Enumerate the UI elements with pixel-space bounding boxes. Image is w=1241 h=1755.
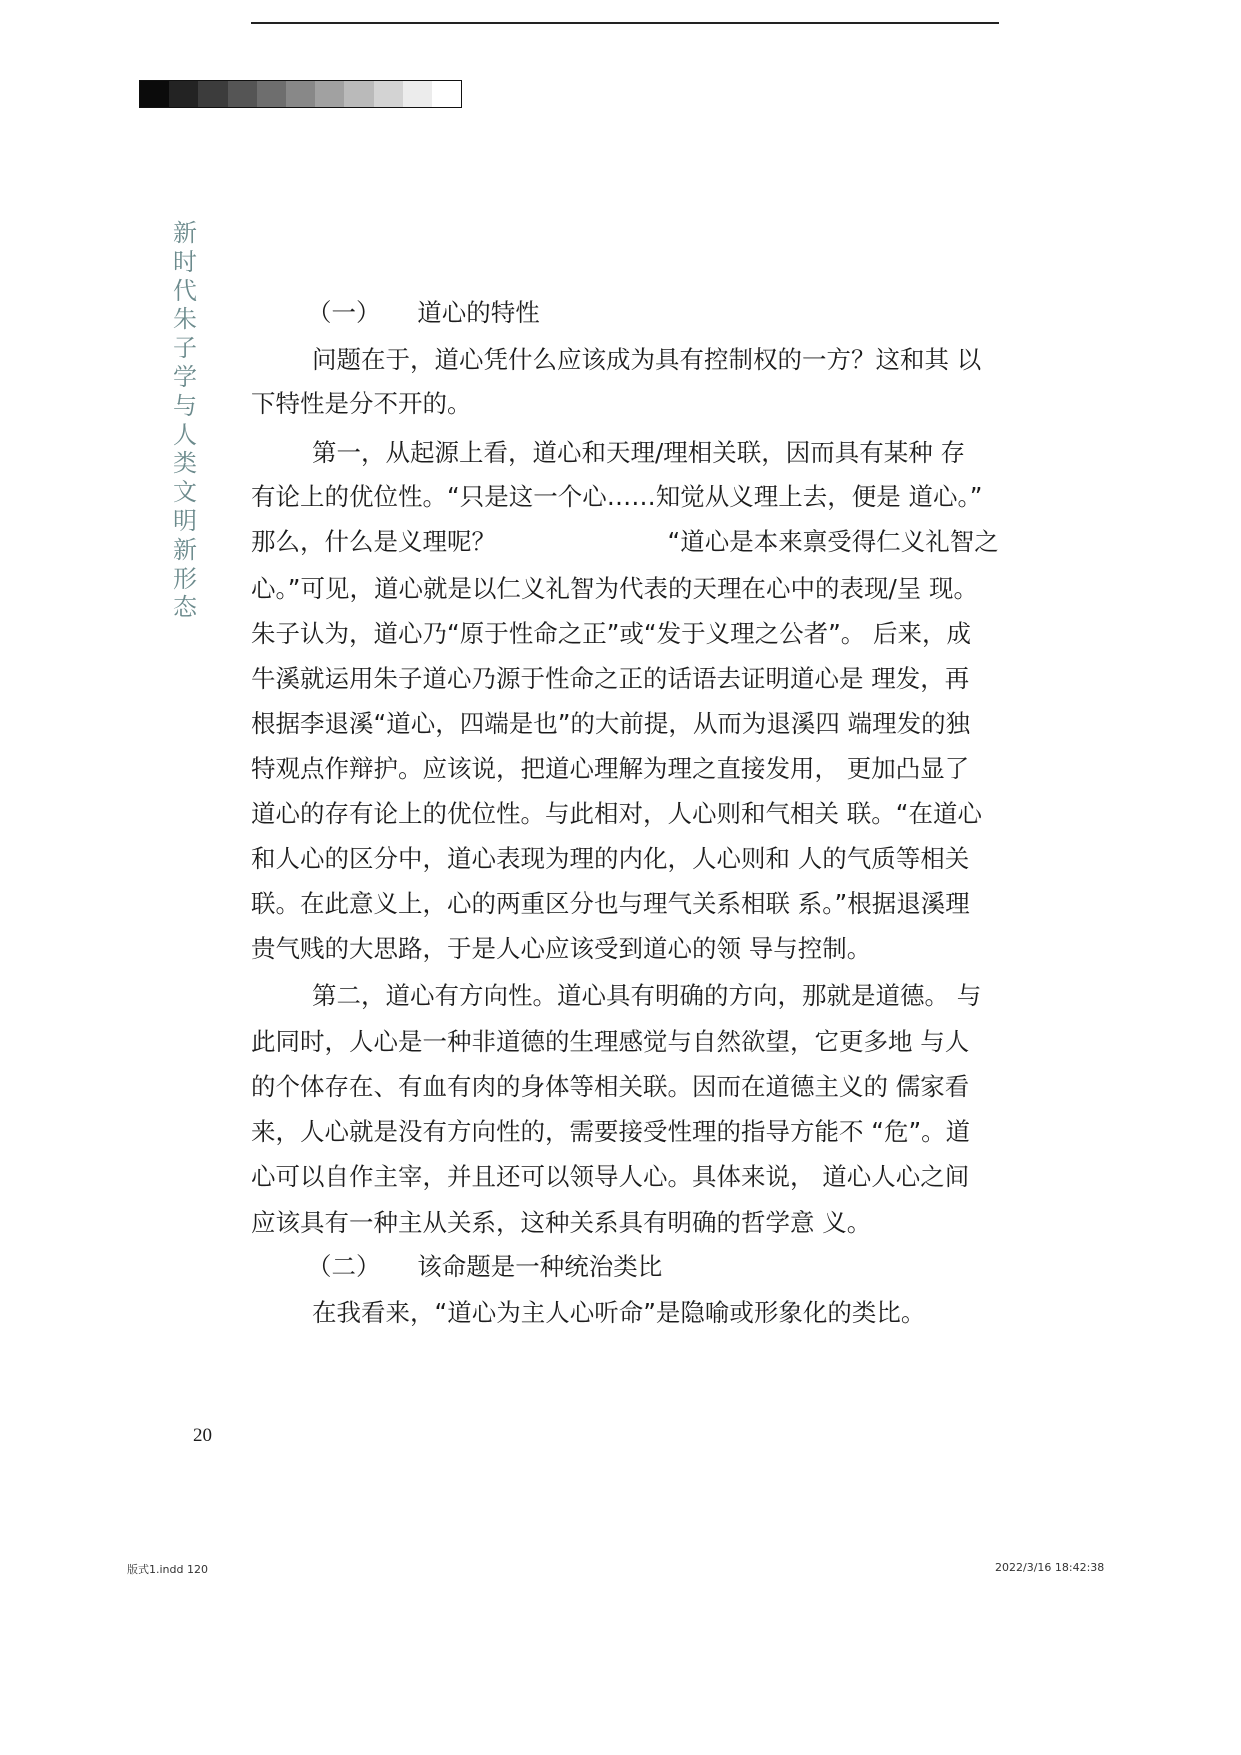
header-rule (251, 22, 999, 24)
running-book-title: 新时代朱子学与人类文明新形态 (173, 219, 197, 622)
text-line: 有论上的优位性。“只是这一个心……知觉从义理上去，便是 道心。” (251, 482, 983, 511)
swatch-11 (432, 81, 461, 107)
swatch-10 (403, 81, 432, 107)
footer-timestamp: 2022/3/16 18:42:38 (995, 1561, 1105, 1574)
text-line: 问题在于，道心凭什么应该成为具有控制权的一方？这和其 以 (312, 345, 982, 374)
swatch-4 (228, 81, 257, 107)
text-line: 来，人心就是没有方向性的，需要接受性理的指导方能不 “危”。道 (251, 1117, 971, 1146)
swatch-2 (169, 81, 198, 107)
text-line: 朱子认为，道心乃“原于性命之正”或“发于义理之公者”。 后来，成 (251, 619, 972, 648)
text-line: 贵气贱的大思路，于是人心应该受到道心的领 导与控制。 (251, 934, 872, 963)
text-line: 牛溪就运用朱子道心乃源于性命之正的话语去证明道心是 理发，再 (251, 664, 970, 693)
text-line: 那么，什么是义理呢？ “道心是本来禀受得仁义礼智之 (251, 527, 999, 556)
text-line: 的个体存在、有血有肉的身体等相关联。因而在道德主义的 儒家看 (251, 1072, 970, 1101)
swatch-8 (344, 81, 373, 107)
text-line: 和人心的区分中，道心表现为理的内化，人心则和 人的气质等相关 (251, 844, 970, 873)
swatch-7 (315, 81, 344, 107)
text-line: 道心的存有论上的优位性。与此相对，人心则和气相关 联。“在道心 (251, 799, 982, 828)
footer-file-info: 版式1.indd 120 (127, 1563, 208, 1576)
text-line: 根据李退溪“道心，四端是也”的大前提，从而为退溪四 端理发的独 (251, 709, 971, 738)
text-line: 心。”可见，道心就是以仁义礼智为代表的天理在心中的表现/呈 现。 (251, 574, 978, 603)
page-number: 20 (193, 1425, 212, 1446)
section-heading: （一） 道心的特性 (307, 298, 540, 327)
text-line: 第一，从起源上看，道心和天理/理相关联，因而具有某种 存 (312, 438, 966, 467)
text-line: 特观点作辩护。应该说，把道心理解为理之直接发用， 更加凸显了 (251, 754, 970, 783)
swatch-9 (374, 81, 403, 107)
swatch-1 (140, 81, 169, 107)
text-line: 应该具有一种主从关系，这种关系具有明确的哲学意 义。 (251, 1208, 872, 1237)
swatch-5 (257, 81, 286, 107)
text-line: 此同时，人心是一种非道德的生理感觉与自然欲望，它更多地 与人 (251, 1027, 970, 1056)
text-line: 在我看来，“道心为主人心听命”是隐喻或形象化的类比。 (312, 1298, 926, 1327)
swatch-6 (286, 81, 315, 107)
section-heading: （二） 该命题是一种统治类比 (307, 1252, 663, 1281)
grayscale-swatch-bar (139, 80, 462, 108)
swatch-3 (198, 81, 227, 107)
text-line: 下特性是分不开的。 (251, 389, 472, 418)
text-line: 心可以自作主宰，并且还可以领导人心。具体来说， 道心人心之间 (251, 1162, 970, 1191)
text-line: 联。在此意义上，心的两重区分也与理气关系相联 系。”根据退溪理 (251, 889, 970, 918)
text-line: 第二，道心有方向性。道心具有明确的方向，那就是道德。 与 (312, 981, 982, 1010)
